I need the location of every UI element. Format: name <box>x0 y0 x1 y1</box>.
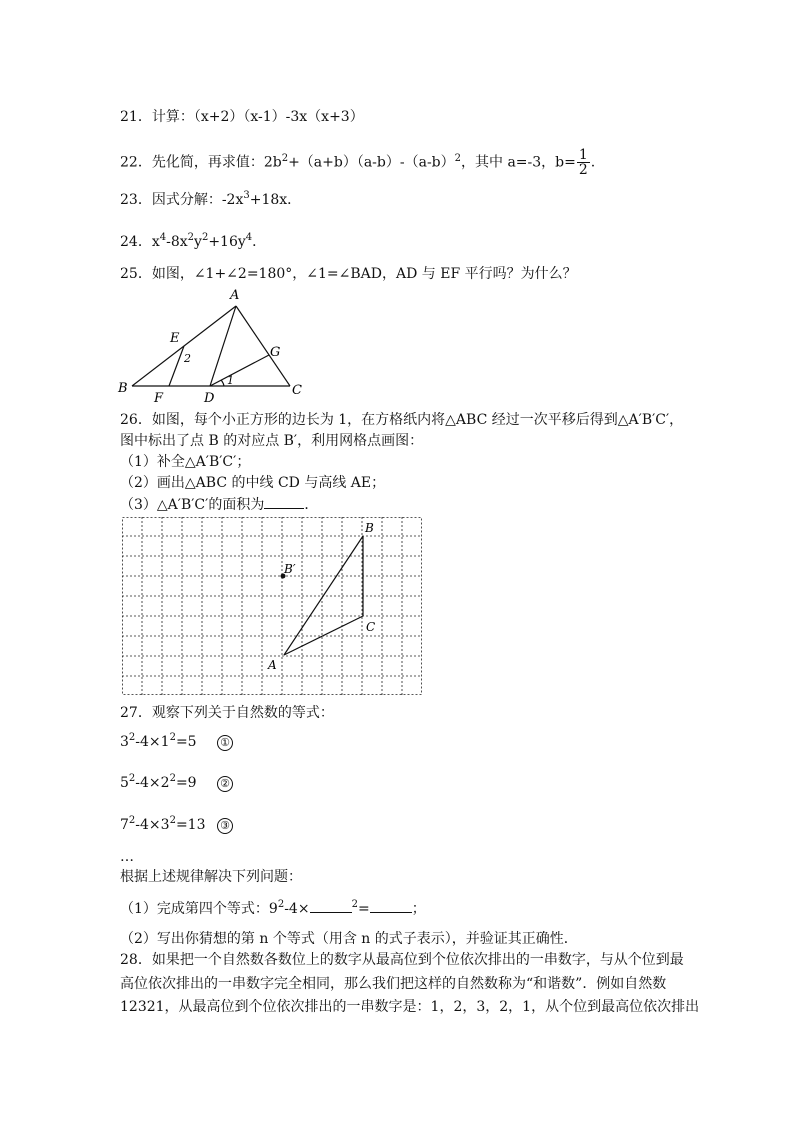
equation-2 <box>120 773 197 795</box>
question-22 <box>120 148 595 177</box>
question-25 <box>120 264 577 284</box>
equation-2-number <box>213 773 233 793</box>
label-D: D <box>204 391 215 404</box>
exponent: 2 <box>454 152 462 164</box>
ellipsis <box>120 847 134 867</box>
label-B: B <box>365 521 374 535</box>
ellipsis-text: … <box>120 849 134 865</box>
question-27-rule <box>120 867 302 887</box>
exponent: 2 <box>128 773 136 784</box>
exponent: 2 <box>169 732 176 743</box>
item-text: -4× <box>284 901 310 917</box>
question-24 <box>120 232 266 254</box>
label-E: E <box>170 331 180 346</box>
label-C: C <box>292 383 302 398</box>
exponent: 2 <box>128 815 136 826</box>
angle-1-arc <box>221 380 224 386</box>
label-G: G <box>270 345 281 360</box>
answer-blank-2[interactable] <box>370 898 412 913</box>
equation-part: =13 <box>175 817 206 833</box>
exponent: 3 <box>243 190 250 201</box>
question-26-item-text: （1）补全△A′B′C′； <box>120 454 251 470</box>
label-B-prime: B′ <box>284 562 296 576</box>
item-text: （1）完成第四个等式：9 <box>120 901 278 917</box>
question-23 <box>120 190 301 212</box>
answer-blank[interactable] <box>264 494 304 509</box>
exponent: 2 <box>351 899 358 910</box>
question-24-part: +16y <box>208 234 246 250</box>
question-22-middle: +（a+b）（a-b）-（a-b） <box>288 154 455 171</box>
exponent: 2 <box>281 152 289 164</box>
grid-figure-q26 <box>122 517 424 697</box>
exponent: 2 <box>277 899 285 910</box>
exponent: 2 <box>128 732 136 743</box>
segment-AB <box>284 536 363 655</box>
question-23-tail: +18x． <box>249 192 302 208</box>
question-28-text: 28．如果把一个自然数各数位上的数字从最高位到个位依次排出的一串数字，与从个位到最 <box>120 952 684 968</box>
question-23-prefix: 23．因式分解：-2x <box>120 192 244 208</box>
question-28-text: 12321，从最高位到个位依次排出的一串数字是：1，2，3，2，1，从个位到最高位依次排出 <box>120 999 700 1015</box>
question-28-line-2 <box>120 974 666 994</box>
exponent: 2 <box>201 232 209 243</box>
question-24-part: y <box>194 234 202 250</box>
segment-AC <box>236 306 290 386</box>
angle-label-1: 1 <box>227 374 234 387</box>
question-28-line-1 <box>120 950 684 970</box>
equation-3-number <box>213 815 233 835</box>
label-F: F <box>154 391 164 404</box>
exponent: 2 <box>187 232 195 243</box>
question-26-text: 图中标出了点 B 的对应点 B′，利用网格点画图： <box>120 433 424 449</box>
question-21-text: 21．计算：（x+2）（x-1）-3x（x+3） <box>120 109 364 125</box>
fraction-one-half <box>577 148 590 177</box>
exponent: 2 <box>169 815 176 826</box>
question-27-text: 27．观察下列关于自然数的等式： <box>120 705 334 721</box>
exponent: 4 <box>245 232 253 243</box>
label-B: B <box>118 381 128 396</box>
question-22-end: . <box>590 154 596 171</box>
question-26-item-text: （3）△A′B′C′的面积为 <box>120 497 265 513</box>
equation-part: 5 <box>120 775 129 791</box>
question-26-item-2 <box>120 473 385 493</box>
question-26-line-1 <box>120 410 683 430</box>
exponent: 2 <box>169 773 176 784</box>
equation-3 <box>120 815 206 837</box>
question-26-item-1 <box>120 452 250 472</box>
equation-part: -4×2 <box>135 775 170 791</box>
angle-label-2: 2 <box>184 352 191 365</box>
label-A: A <box>268 658 277 672</box>
item-text: （2）写出你猜想的第 n 个等式（用含 n 的式子表示），并验证其正确性． <box>120 931 578 947</box>
exponent: 4 <box>159 232 167 243</box>
equation-part: =5 <box>175 734 197 750</box>
question-21 <box>120 107 364 127</box>
equation-1-number <box>213 732 233 752</box>
equation-part: 3 <box>120 734 129 750</box>
question-26-item-3 <box>120 494 318 515</box>
equation-part: =9 <box>175 775 197 791</box>
segment-CA <box>284 616 363 655</box>
fraction-denominator: 2 <box>578 162 588 178</box>
answer-blank-1[interactable] <box>310 898 352 913</box>
triangle-figure-q25 <box>112 284 312 404</box>
label-A: A <box>230 288 240 303</box>
equation-part: -4×1 <box>135 734 170 750</box>
circled-number: ② <box>217 776 233 792</box>
question-24-part: -8x <box>166 234 188 250</box>
question-27-item-2 <box>120 929 578 949</box>
circled-number: ③ <box>217 818 233 834</box>
label-C: C <box>366 620 376 634</box>
question-27-item-1 <box>120 898 426 921</box>
circled-number: ① <box>217 735 233 751</box>
question-26-text: 26．如图，每个小正方形的边长为 1，在方格纸内将△ABC 经过一次平移后得到△A′B′C′， <box>120 412 684 428</box>
item-text: = <box>357 901 370 917</box>
question-28-line-3 <box>120 997 699 1017</box>
equation-1 <box>120 732 197 754</box>
question-25-text: 25．如图，∠1+∠2=180°，∠1=∠BAD，AD 与 EF 平行吗？为什么？ <box>120 266 577 282</box>
question-27-rule-text: 根据上述规律解决下列问题： <box>120 869 302 885</box>
equation-part: 7 <box>120 817 129 833</box>
question-26-item-end: ． <box>304 497 319 513</box>
question-24-part: 24．x <box>120 234 160 250</box>
question-28-text: 高位依次排出的一串数字完全相同，那么我们把这样的自然数称为“和谐数”．例如自然数 <box>120 976 667 992</box>
item-end: ； <box>411 901 426 917</box>
question-27-title <box>120 703 334 723</box>
fraction-numerator: 1 <box>578 147 588 163</box>
equation-part: -4×3 <box>135 817 170 833</box>
question-26-item-text: （2）画出△ABC 的中线 CD 与高线 AE； <box>120 475 386 491</box>
question-22-condition: ，其中 a=-3，b= <box>461 154 576 171</box>
question-24-end: ． <box>252 234 267 250</box>
question-22-prefix: 22．先化简，再求值：2b <box>120 154 282 171</box>
question-26-line-2 <box>120 431 423 451</box>
